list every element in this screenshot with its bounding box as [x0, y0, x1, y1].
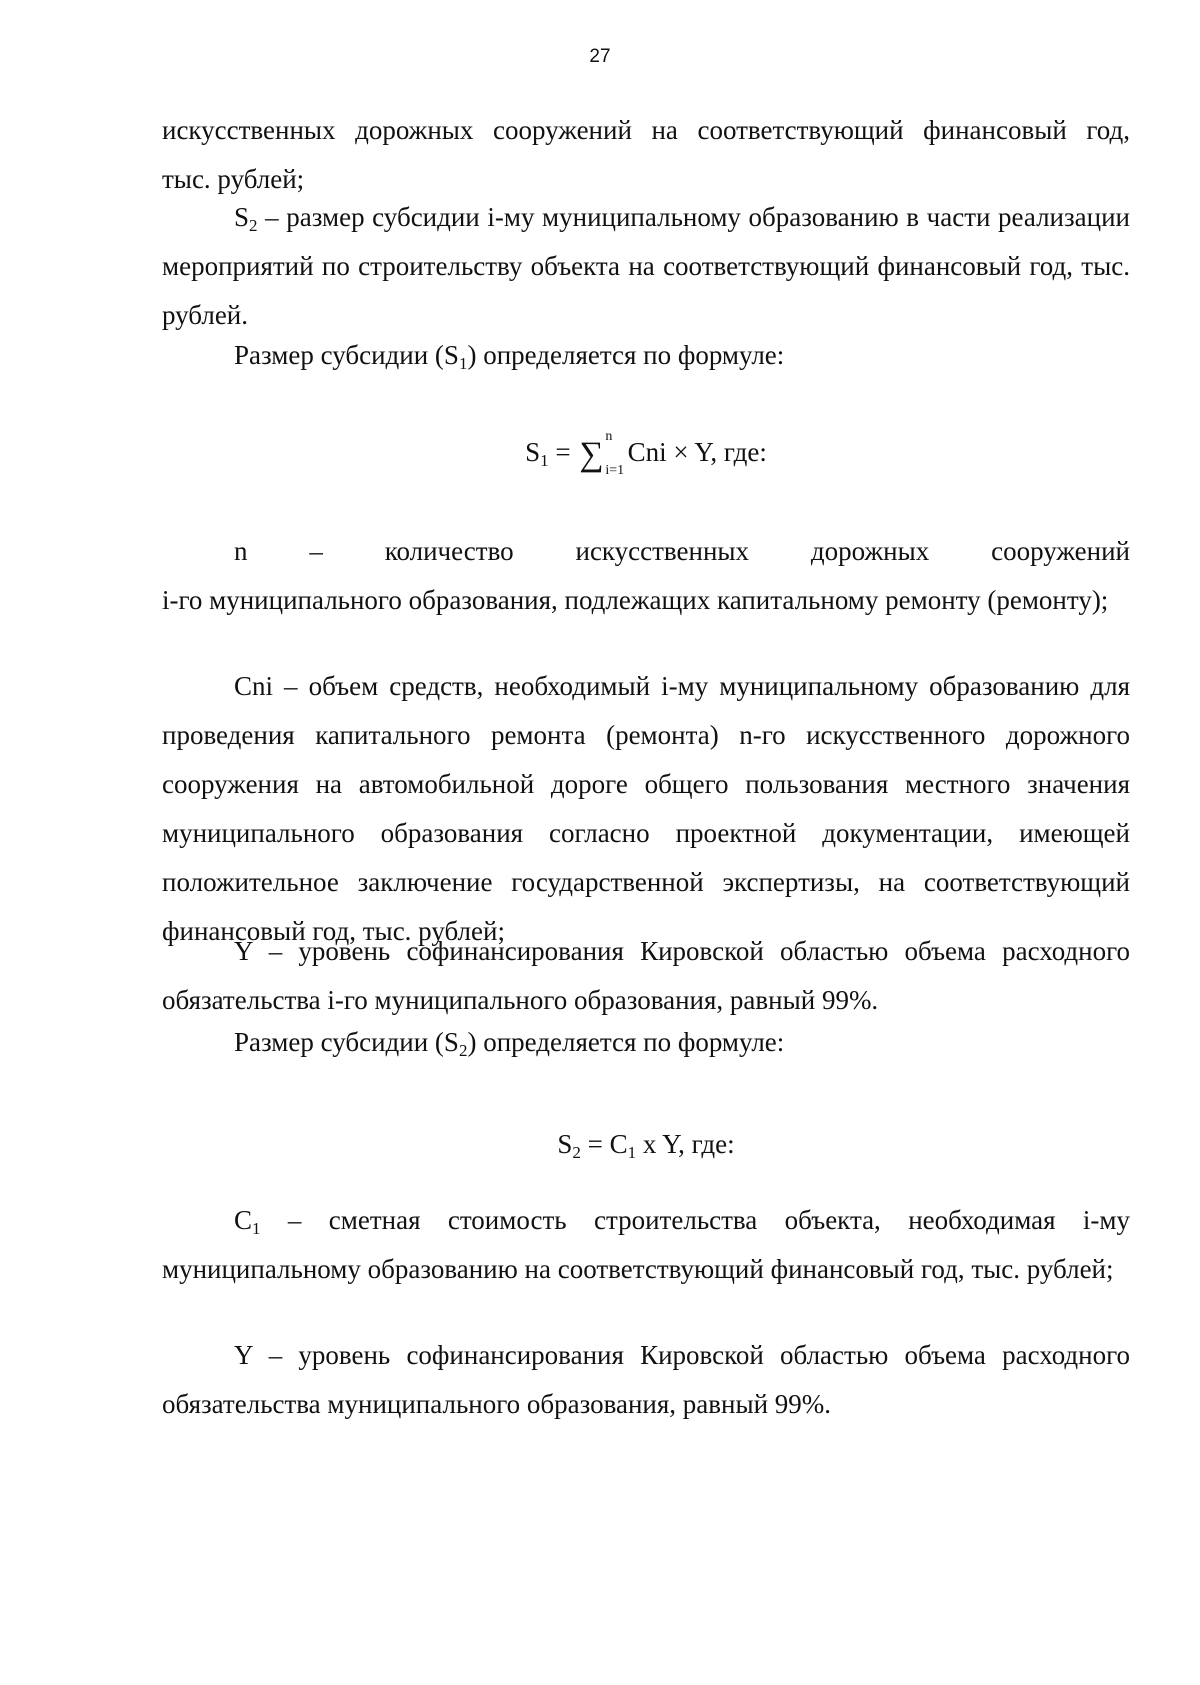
formula-s1 [162, 428, 1130, 477]
paragraph-y-definition-2 [162, 1331, 1130, 1429]
page-number: 27 [589, 46, 611, 67]
symbol-c: C [234, 1205, 253, 1235]
y-definition-1-text: Y – уровень софинансирования Кировской областью объема расходного обязательства i-го муниципального образования, равный 99%. [162, 936, 1130, 1015]
formula2-body: x Y, где: [636, 1129, 735, 1159]
formula2-equals: = [580, 1129, 610, 1159]
summation-glyph: ∑ [579, 436, 604, 473]
formula2-lhs: S [557, 1129, 573, 1159]
paragraph-formula2-intro [162, 1018, 1130, 1067]
formula2-lhs-subscript: 2 [572, 1143, 581, 1162]
intro2-text-before: Размер субсидии (S [234, 1027, 459, 1057]
paragraph-c1-definition [162, 1196, 1130, 1294]
symbol-c-subscript: 1 [252, 1219, 261, 1238]
y-definition-2-text: Y – уровень софинансирования Кировской областью объема расходного обязательства муниципального образования, равный 99%. [162, 1340, 1130, 1419]
symbol-subscript: 2 [249, 216, 258, 235]
paragraph-n-definition [162, 527, 1130, 625]
formula-equals: = [548, 437, 578, 467]
summation-lower-limit: i=1 [605, 463, 625, 478]
formula-s2 [162, 1120, 1130, 1169]
n-definition-line1: n – количество искусственных дорожных сооружений [234, 536, 1130, 566]
formula2-c: C [609, 1129, 628, 1159]
intro-subscript: 1 [458, 354, 468, 373]
formula2-c-subscript: 1 [627, 1143, 637, 1162]
paragraph-formula1-intro [162, 331, 1130, 380]
n-definition-rest: i-го муниципального образования, подлежащих капитальному ремонту (ремонту); [162, 585, 1109, 615]
paragraph-y-definition-1 [162, 927, 1130, 1025]
cni-definition-text: Cni – объем средств, необходимый i-му муниципальному образованию для проведения капитального ремонта (ремонта) n-го искусственного дорожного сооружения на автомобильной дороге общего пользования местного значения муниципального образования согласно проектной документации, имеющей положительное заключение государственной экспертизы, на соответствующий финансовый год, тыс. рублей; [162, 671, 1130, 946]
c1-definition-text: – сметная стоимость строительства объекта, необходимая i-му муниципальному образованию на соответствующий финансовый год, тыс. рублей; [162, 1205, 1130, 1284]
formula-body: Cni × Y, где: [627, 437, 767, 467]
intro-text-after: ) определяется по формуле: [467, 340, 785, 370]
symbol-s: S [234, 202, 250, 232]
paragraph-continuation [162, 106, 1130, 204]
paragraph-cni-definition [162, 662, 1130, 956]
paragraph-text: – размер субсидии i-му муниципальному образованию в части реализации мероприятий по строительству объекта на соответствующий финансовый год, тыс. рублей. [162, 202, 1130, 330]
paragraph-continuation-line1: искусственных дорожных сооружений на соответствующий финансовый год, [162, 115, 1130, 145]
summation-upper-limit: n [605, 429, 613, 444]
paragraph-continuation-line2: тыс. рублей; [162, 164, 305, 194]
intro2-subscript: 2 [458, 1041, 468, 1060]
formula-lhs-subscript: 1 [540, 451, 549, 470]
formula-lhs: S [525, 437, 541, 467]
intro2-text-after: ) определяется по формуле: [467, 1027, 785, 1057]
intro-text-before: Размер субсидии (S [234, 340, 459, 370]
paragraph-s2-definition [162, 193, 1130, 340]
summation-symbol [579, 429, 625, 478]
